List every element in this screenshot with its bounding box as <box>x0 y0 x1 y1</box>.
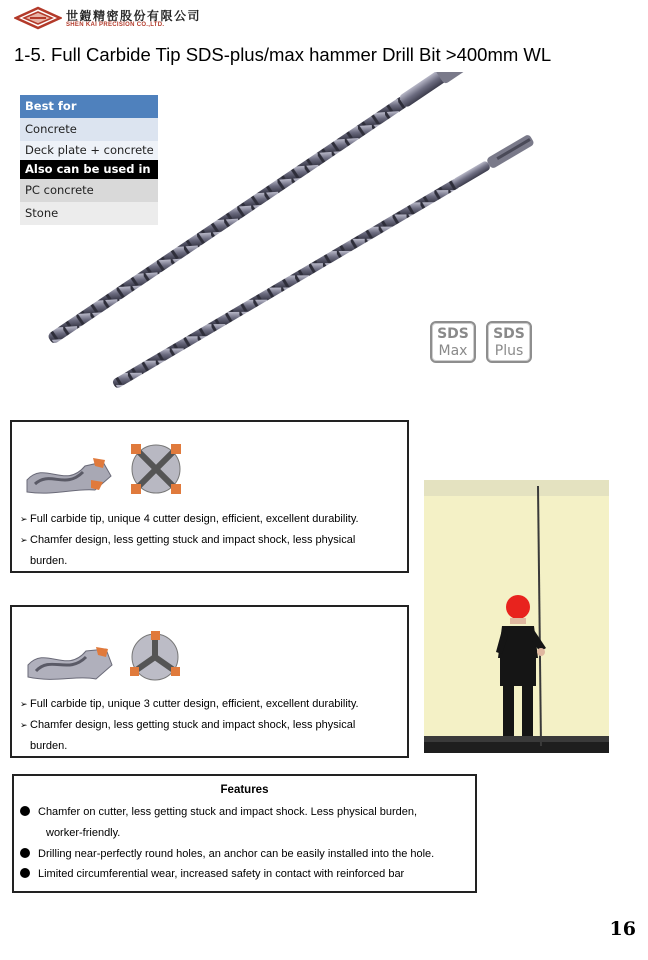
bullet-continuation: burden. <box>30 740 68 752</box>
sds-max-badge <box>430 321 476 363</box>
best-for-item: Concrete <box>20 118 158 141</box>
badge-label: Plus <box>494 343 524 359</box>
feature-text: Chamfer on cutter, less getting stuck and impact shock. Less physical burden, <box>38 806 418 818</box>
bullet-continuation: burden. <box>30 555 68 567</box>
arrow-bullet-icon: ➢ <box>20 535 28 545</box>
three-cutter-box <box>10 605 409 758</box>
bullet-item <box>20 509 359 530</box>
bullet-text: Full carbide tip, unique 4 cutter design, efficient, excellent durability. <box>30 513 359 525</box>
best-for-header: Best for <box>20 95 158 118</box>
bullet-item <box>20 694 359 715</box>
bullet-item <box>20 715 359 736</box>
badge-label: SDS <box>493 326 525 342</box>
arrow-bullet-icon: ➢ <box>20 699 28 709</box>
company-logo <box>14 6 214 32</box>
feature-text: Drilling near-perfectly round holes, an anchor can be easily installed into the hole. <box>38 848 435 860</box>
bullet-dot-icon <box>20 868 30 878</box>
three-cutter-side-image <box>26 627 116 683</box>
feature-continuation: worker-friendly. <box>46 827 121 839</box>
badge-label: Max <box>438 343 468 359</box>
bullet-item <box>20 530 359 551</box>
features-title: Features <box>220 784 269 796</box>
badge-label: SDS <box>437 326 469 342</box>
page-number: 16 <box>609 918 636 940</box>
feature-item <box>20 802 417 822</box>
bullet-dot-icon <box>20 806 30 816</box>
bullet-text: Chamfer design, less getting stuck and impact shock, less physical <box>30 719 356 731</box>
four-cutter-description <box>20 509 359 572</box>
three-cutter-end-image <box>127 629 183 685</box>
three-cutter-description <box>20 694 359 757</box>
page-title: 1-5. Full Carbide Tip SDS-plus/max hammer Drill Bit >400mm WL <box>14 44 552 65</box>
company-name-en: SHEN KAI PRECISION CO.,LTD. <box>66 22 165 28</box>
best-for-item: Deck plate + concrete <box>20 141 158 160</box>
arrow-bullet-icon: ➢ <box>20 720 28 730</box>
logo-mark-icon <box>14 6 62 30</box>
feature-text: Limited circumferential wear, increased safety in contact with reinforced bar <box>38 868 405 880</box>
features-box <box>12 774 477 893</box>
four-cutter-box <box>10 420 409 573</box>
company-name-zh: 世鎧精密股份有限公司 <box>66 9 202 23</box>
arrow-bullet-icon: ➢ <box>20 514 28 524</box>
also-used-item: Stone <box>20 202 158 225</box>
feature-item <box>20 844 434 864</box>
four-cutter-end-image <box>127 440 185 498</box>
four-cutter-side-image <box>25 440 115 496</box>
bullet-dot-icon <box>20 848 30 858</box>
bullet-text: Full carbide tip, unique 3 cutter design, efficient, excellent durability. <box>30 698 359 710</box>
sds-plus-badge <box>486 321 532 363</box>
sds-max-bit <box>45 72 494 347</box>
feature-item <box>20 864 404 884</box>
bullet-text: Chamfer design, less getting stuck and impact shock, less physical <box>30 534 356 546</box>
person-with-drill-photo <box>424 480 609 753</box>
also-used-header: Also can be used in <box>20 160 158 179</box>
also-used-item: PC concrete <box>20 179 158 202</box>
